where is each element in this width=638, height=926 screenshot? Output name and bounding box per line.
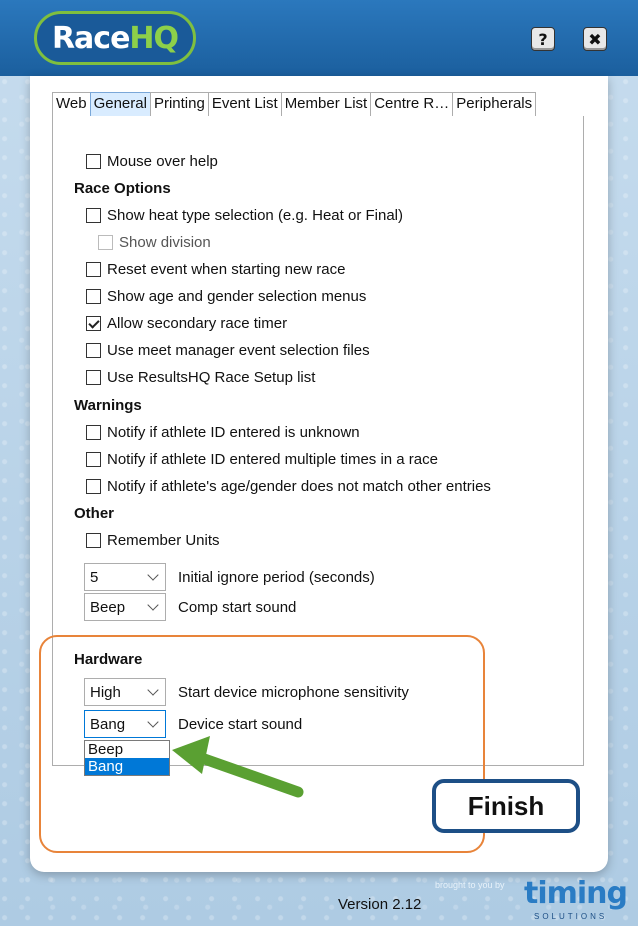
tab-web[interactable]: Web — [52, 92, 91, 116]
age-gender-mismatch-label: Notify if athlete's age/gender does not match other entries — [107, 478, 491, 495]
close-icon: ✖ — [588, 29, 602, 49]
hardware-heading: Hardware — [74, 651, 143, 668]
logo-race-text: Race — [51, 20, 130, 56]
race-option-meet-manager[interactable] — [86, 342, 370, 359]
ignore-period-select[interactable] — [84, 563, 166, 591]
race-option-heat-type[interactable] — [86, 207, 403, 224]
finish-button[interactable]: Finish — [432, 779, 580, 833]
help-button[interactable] — [531, 27, 555, 51]
reset-event-checkbox[interactable] — [86, 262, 101, 277]
timing-solutions-logo — [524, 876, 627, 911]
tab-member-list[interactable]: Member List — [281, 92, 372, 116]
help-icon: ? — [538, 29, 548, 49]
tab-general[interactable]: General — [90, 92, 151, 116]
tab-bar — [52, 92, 535, 116]
heat-type-checkbox[interactable] — [86, 208, 101, 223]
comp-start-sound-row — [84, 593, 296, 621]
race-options-heading: Race Options — [74, 180, 171, 197]
device-start-sound-label: Device start sound — [178, 715, 303, 733]
secondary-timer-label: Allow secondary race timer — [107, 315, 288, 332]
mic-sensitivity-value: High — [90, 683, 121, 701]
race-option-secondary-timer[interactable] — [86, 315, 287, 332]
dropdown-option-bang[interactable]: Bang — [85, 758, 169, 775]
mouse-over-help-option[interactable] — [86, 153, 218, 170]
resultshq-setup-label: Use ResultsHQ Race Setup list — [107, 369, 316, 386]
age-gender-menus-checkbox[interactable] — [86, 289, 101, 304]
mouse-over-help-label: Mouse over help — [107, 153, 218, 170]
meet-manager-checkbox[interactable] — [86, 343, 101, 358]
other-heading: Other — [74, 505, 115, 522]
multiple-times-checkbox[interactable] — [86, 452, 101, 467]
meet-manager-label: Use meet manager event selection files — [107, 342, 370, 359]
race-option-show-division[interactable] — [98, 234, 211, 251]
show-division-label: Show division — [119, 234, 211, 251]
warning-multiple-times[interactable] — [86, 451, 438, 468]
comp-start-sound-select[interactable] — [84, 593, 166, 621]
race-option-resultshq-setup[interactable] — [86, 369, 315, 386]
ignore-period-label: Initial ignore period (seconds) — [178, 568, 375, 586]
warning-unknown-id[interactable] — [86, 424, 360, 441]
race-option-reset-event[interactable] — [86, 261, 345, 278]
unknown-id-label: Notify if athlete ID entered is unknown — [107, 424, 360, 441]
dropdown-option-beep[interactable]: Beep — [88, 741, 124, 758]
solutions-logo-text: SOLUTIONS — [534, 912, 608, 921]
timing-logo-text: timing — [524, 876, 627, 911]
comp-start-sound-label: Comp start sound — [178, 598, 297, 616]
tab-peripherals[interactable]: Peripherals — [452, 92, 536, 116]
warning-age-gender-mismatch[interactable] — [86, 478, 491, 495]
tab-printing[interactable]: Printing — [150, 92, 209, 116]
chevron-down-icon — [147, 599, 158, 610]
app-header — [0, 0, 638, 76]
version-label: Version 2.12 — [338, 896, 422, 913]
remember-units-label: Remember Units — [107, 532, 220, 549]
pointer-arrow-icon — [168, 736, 308, 800]
age-gender-menus-label: Show age and gender selection menus — [107, 288, 367, 305]
mic-sensitivity-label: Start device microphone sensitivity — [178, 683, 409, 701]
remember-units-checkbox[interactable] — [86, 533, 101, 548]
warnings-heading: Warnings — [74, 397, 142, 414]
reset-event-label: Reset event when starting new race — [107, 261, 346, 278]
race-option-age-gender-menus[interactable] — [86, 288, 366, 305]
heat-type-label: Show heat type selection (e.g. Heat or Final) — [107, 207, 403, 224]
ignore-period-row — [84, 563, 375, 591]
resultshq-setup-checkbox[interactable] — [86, 370, 101, 385]
mouse-over-help-checkbox[interactable] — [86, 154, 101, 169]
racehq-logo — [34, 11, 196, 65]
comp-start-sound-value: Beep — [90, 598, 126, 616]
tab-event-list[interactable]: Event List — [208, 92, 282, 116]
age-gender-mismatch-checkbox[interactable] — [86, 479, 101, 494]
close-button[interactable] — [583, 27, 607, 51]
tab-centre-results[interactable]: Centre R… — [370, 92, 453, 116]
multiple-times-label: Notify if athlete ID entered multiple times in a race — [107, 451, 438, 468]
unknown-id-checkbox[interactable] — [86, 425, 101, 440]
secondary-timer-checkbox[interactable] — [86, 316, 101, 331]
device-start-sound-value: Bang — [90, 715, 126, 733]
ignore-period-value: 5 — [90, 568, 99, 586]
logo-hq-text: HQ — [129, 20, 179, 56]
brought-by-label: brought to you by — [435, 880, 505, 890]
remember-units-option[interactable] — [86, 532, 220, 549]
show-division-checkbox[interactable] — [98, 235, 113, 250]
chevron-down-icon — [147, 569, 158, 580]
